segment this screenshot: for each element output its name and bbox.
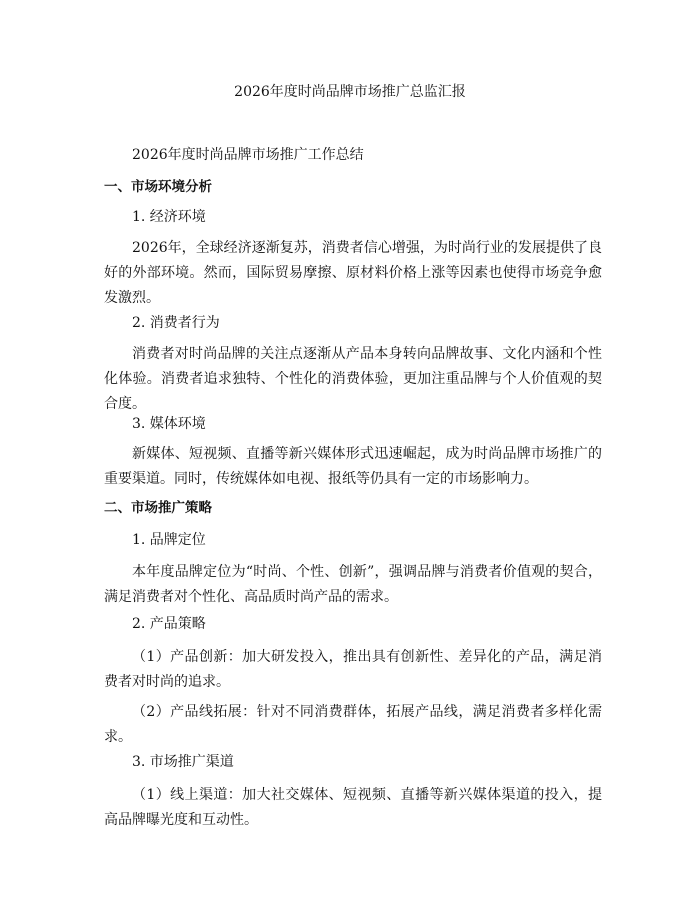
- paragraph-economy: 2026年，全球经济逐渐复苏，消费者信心增强，为时尚行业的发展提供了良好的外部环境。然而，国际贸易摩擦、原材料价格上涨等因素也使得市场竞争愈发激烈。: [104, 240, 602, 306]
- section-heading-promotion-strategy: 二、市场推广策略: [104, 500, 212, 516]
- item-title-economy: 1. 经济环境: [132, 209, 206, 225]
- paragraph-product-line-expansion: （2）产品线拓展：针对不同消费群体，拓展产品线，满足消费者多样化需求。: [104, 704, 602, 745]
- paragraph-online-channels: （1）线上渠道：加大社交媒体、短视频、直播等新兴媒体渠道的投入，提高品牌曝光度和互动性。: [104, 787, 602, 828]
- item-title-promotion-channels: 3. 市场推广渠道: [132, 754, 234, 770]
- item-title-consumer-behavior: 2. 消费者行为: [132, 315, 220, 331]
- paragraph-brand-positioning: 本年度品牌定位为“时尚、个性、创新”，强调品牌与消费者价值观的契合，满足消费者对个性化、高品质时尚产品的需求。: [104, 564, 602, 605]
- document-subtitle: 2026年度时尚品牌市场推广工作总结: [132, 147, 364, 163]
- item-title-media-environment: 3. 媒体环境: [132, 416, 206, 432]
- section-heading-market-environment: 一、市场环境分析: [104, 179, 212, 195]
- item-title-product-strategy: 2. 产品策略: [132, 616, 206, 632]
- item-title-brand-positioning: 1. 品牌定位: [132, 532, 206, 548]
- paragraph-media-environment: 新媒体、短视频、直播等新兴媒体形式迅速崛起，成为时尚品牌市场推广的重要渠道。同时，传统媒体如电视、报纸等仍具有一定的市场影响力。: [104, 446, 602, 487]
- document-title: 2026年度时尚品牌市场推广总监汇报: [234, 84, 466, 100]
- paragraph-product-innovation: （1）产品创新：加大研发投入，推出具有创新性、差异化的产品，满足消费者对时尚的追求。: [104, 649, 602, 690]
- paragraph-consumer-behavior: 消费者对时尚品牌的关注点逐渐从产品本身转向品牌故事、文化内涵和个性化体验。消费者追求独特、个性化的消费体验，更加注重品牌与个人价值观的契合度。: [104, 346, 602, 412]
